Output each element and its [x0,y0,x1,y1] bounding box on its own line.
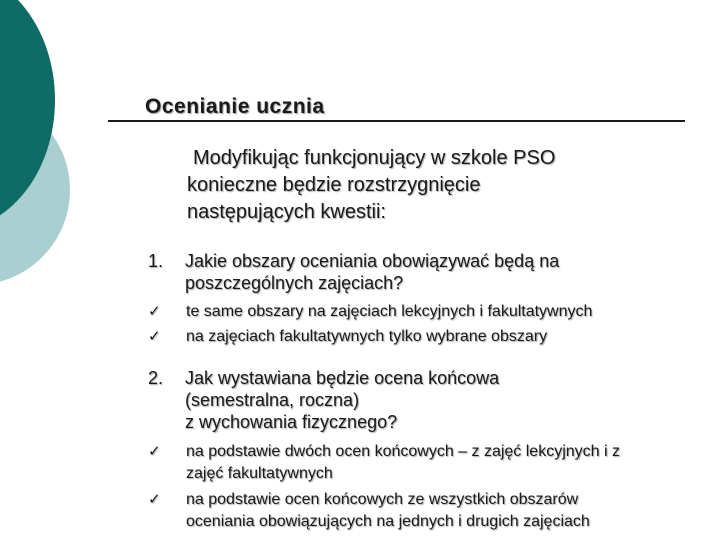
intro-paragraph [187,145,687,226]
answer-line: oceniania obowiązujących na jednych i drugich zajęciach [186,513,590,530]
question-line: poszczególnych zajęciach? [185,273,404,293]
intro-line: Modyfikując funkcjonujący w szkole PSO [193,147,556,169]
answer-option [148,489,688,533]
answer-line: na podstawie ocen końcowych ze wszystkich obszarów [186,491,579,508]
slide-title: Ocenianie ucznia [145,95,325,118]
intro-line: konieczne będzie rozstrzygnięcie [187,174,481,196]
answer-option [148,326,688,348]
question-2 [148,367,668,433]
answer-option [148,301,688,323]
question-number: 2. [148,368,164,388]
answer-option [148,441,688,485]
question-line: z wychowania fizycznego? [185,412,398,432]
answer-line: na podstawie dwóch ocen końcowych – z zajęć lekcyjnych i z [186,443,620,460]
answer-line: te same obszary na zajęciach lekcyjnych i fakultatywnych [186,303,593,320]
answer-line: na zajęciach fakultatywnych tylko wybrane obszary [186,328,548,345]
checkmark-icon: ✓ [148,303,161,320]
intro-line: następujących kwestii: [187,201,386,223]
checkmark-icon: ✓ [148,443,161,460]
answer-line: zajęć fakultatywnych [186,465,333,482]
question-line: Jak wystawiana będzie ocena końcowa [185,368,500,388]
decorative-circles [0,0,90,300]
question-line: Jakie obszary oceniania obowiązywać będą na [185,251,560,271]
checkmark-icon: ✓ [148,491,161,508]
checkmark-icon: ✓ [148,328,161,345]
question-number: 1. [148,251,164,271]
question-line: (semestralna, roczna) [185,390,360,410]
question-1 [148,250,668,294]
title-underline [108,120,685,122]
